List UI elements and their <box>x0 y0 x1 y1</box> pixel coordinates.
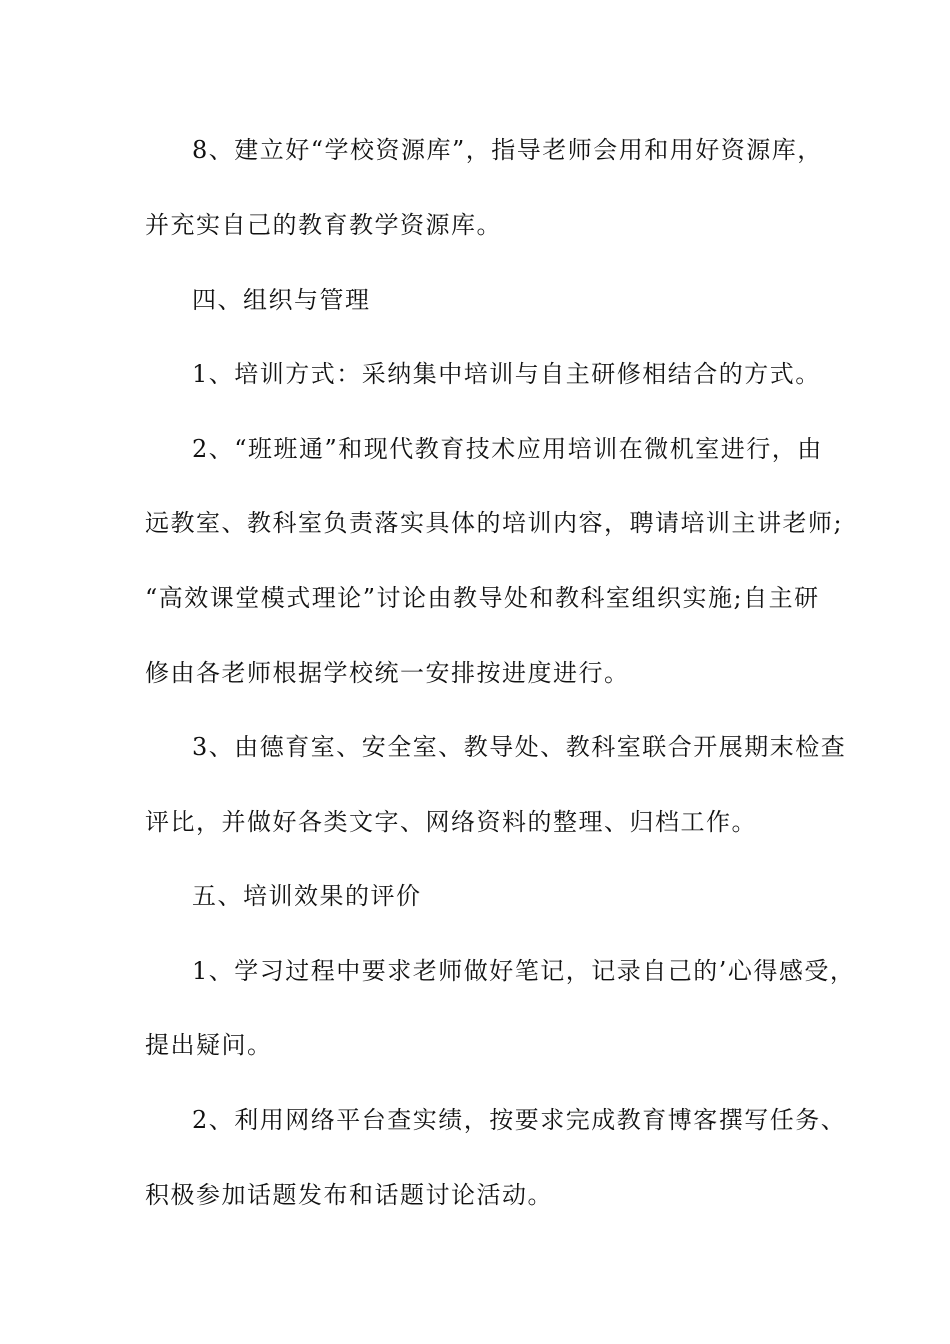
paragraph-line: 评比，并做好各类文字、网络资料的整理、归档工作。 <box>145 808 757 836</box>
paragraph-line: 修由各老师根据学校统一安排按进度进行。 <box>145 659 630 687</box>
section-heading: 五、培训效果的评价 <box>192 882 422 910</box>
paragraph-line: 2、“班班通”和现代教育技术应用培训在微机室进行，由 <box>192 435 823 463</box>
paragraph-line: 提出疑问。 <box>145 1031 273 1059</box>
paragraph-line: 1、培训方式：采纳集中培训与自主研修相结合的方式。 <box>192 360 821 388</box>
paragraph-line: 8、建立好“学校资源库”，指导老师会用和用好资源库， <box>192 136 823 164</box>
paragraph-line: 3、由德育室、安全室、教导处、教科室联合开展期末检查 <box>192 733 847 761</box>
paragraph-line: 积极参加话题发布和话题讨论活动。 <box>145 1181 553 1209</box>
section-heading: 四、组织与管理 <box>192 286 371 314</box>
paragraph-line: 远教室、教科室负责落实具体的培训内容，聘请培训主讲老师; <box>145 509 844 537</box>
paragraph-line: 1、学习过程中要求老师做好笔记，记录自己的’心得感受， <box>192 957 856 985</box>
paragraph-line: 并充实自己的教育教学资源库。 <box>145 211 502 239</box>
paragraph-line: “高效课堂模式理论”讨论由教导处和教科室组织实施;自主研 <box>145 584 820 612</box>
paragraph-line: 2、利用网络平台查实绩，按要求完成教育博客撰写任务、 <box>192 1106 847 1134</box>
